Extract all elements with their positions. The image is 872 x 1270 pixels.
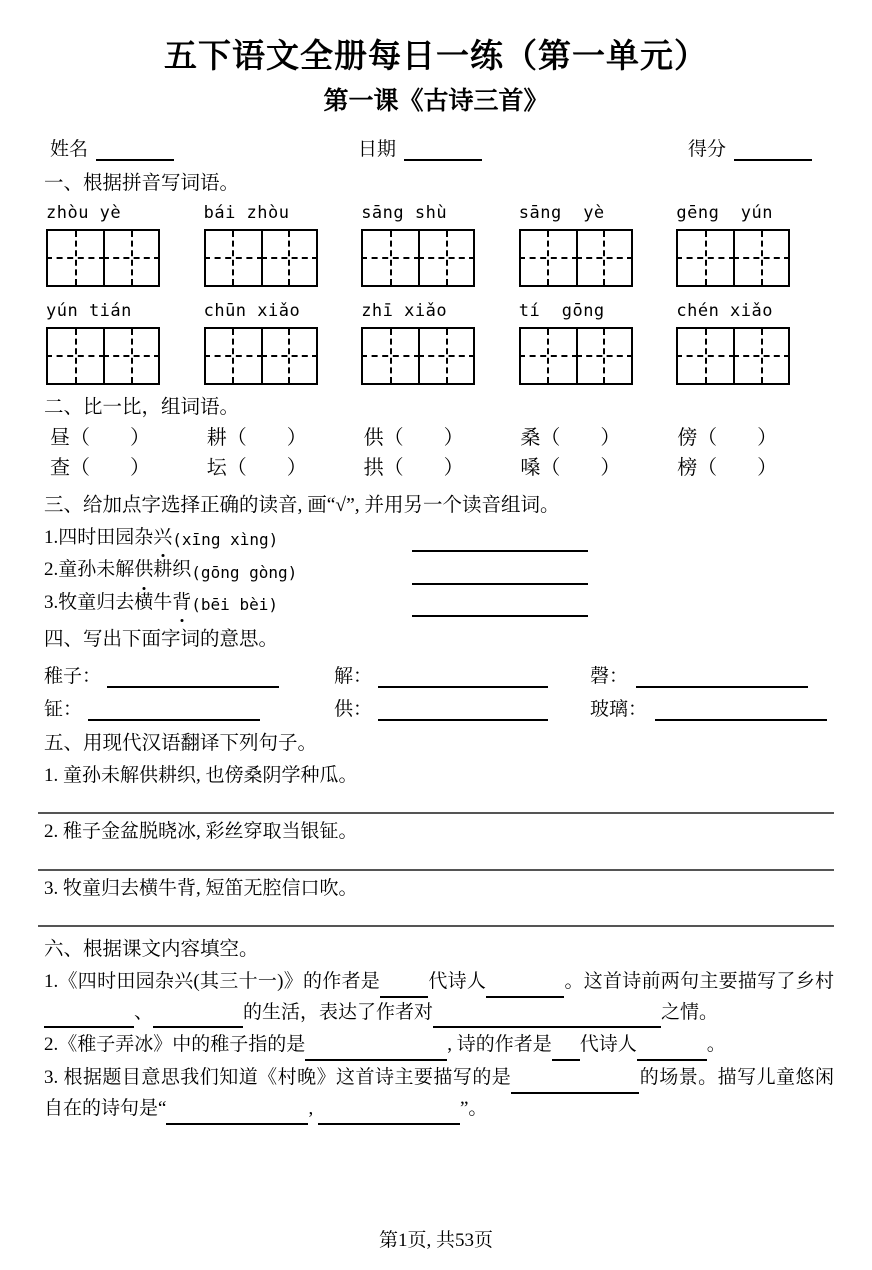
fill-question-1 — [38, 967, 834, 1029]
dotted-char: 兴 — [153, 524, 172, 553]
fill-blank[interactable] — [637, 1043, 707, 1061]
answer-blank[interactable] — [412, 599, 588, 617]
meaning-row-2 — [38, 694, 834, 721]
meaning-item — [44, 661, 334, 688]
compare-row-2 — [38, 453, 834, 483]
tianzige-grid[interactable] — [46, 327, 160, 385]
compare-item[interactable]: 傍（ ） — [677, 426, 778, 449]
fill-text: , 诗的作者是 — [447, 1034, 552, 1056]
name-field-group — [50, 134, 174, 161]
pinyin-label: sāng shù — [361, 203, 448, 224]
fill-question-3 — [38, 1063, 834, 1125]
item-number: 3. — [44, 591, 59, 613]
score-field-group — [688, 134, 812, 161]
pinyin-item — [519, 203, 677, 287]
pinyin-options[interactable]: (gōng gòng) — [191, 562, 298, 582]
sentence-pre: 牧童归去横牛 — [58, 591, 173, 613]
fill-blank[interactable] — [552, 1043, 580, 1061]
fill-text: 的场景。描写儿童悠闲自在的诗句是“ — [44, 1067, 834, 1119]
date-label: 日期 — [358, 139, 397, 161]
tianzige-grid[interactable] — [361, 229, 475, 287]
pinyin-label: bái zhòu — [203, 203, 290, 224]
pinyin-item — [676, 203, 834, 287]
fill-blank[interactable] — [380, 980, 428, 998]
fill-blank[interactable] — [486, 980, 564, 998]
dotted-char: 背 — [172, 589, 191, 618]
compare-item[interactable]: 嗓（ ） — [520, 456, 621, 479]
page-title: 五下语文全册每日一练（第一单元） — [164, 39, 708, 75]
tianzige-cell[interactable] — [733, 329, 788, 383]
pinyin-item — [361, 301, 519, 385]
tianzige-cell[interactable] — [261, 231, 316, 285]
tianzige-cell[interactable] — [521, 231, 576, 285]
worksheet-page — [0, 36, 872, 1270]
section-6-heading: 六、根据课文内容填空。 — [44, 939, 259, 961]
translate-sentence: 2. 稚子金盆脱晓冰, 彩丝穿取当银钲。 — [44, 821, 358, 843]
meaning-label: 稚子： — [44, 665, 102, 687]
pinyin-item — [46, 301, 204, 385]
pinyin-label: chūn xiǎo — [203, 301, 301, 322]
fill-blank[interactable] — [318, 1107, 460, 1125]
fill-text: 3. 根据题目意思我们知道《村晚》这首诗主要描写的是 — [44, 1067, 512, 1089]
pinyin-row-1 — [38, 203, 834, 287]
compare-item[interactable]: 查（ ） — [50, 456, 150, 479]
compare-item[interactable]: 拱（ ） — [363, 456, 464, 479]
fill-text: 代诗人 — [579, 1034, 637, 1056]
meaning-label: 磬： — [590, 665, 629, 687]
tianzige-grid[interactable] — [361, 327, 475, 385]
name-input-blank[interactable] — [96, 142, 174, 161]
section-2-heading: 二、比一比，组词语。 — [44, 397, 240, 419]
sentence-pre: 童孙未解 — [58, 559, 135, 581]
item-number: 1. — [44, 526, 59, 548]
fill-question-2 — [38, 1030, 834, 1061]
meaning-item — [334, 661, 590, 688]
tianzige-cell[interactable] — [48, 329, 103, 383]
pinyin-item — [204, 301, 362, 385]
fill-blank[interactable] — [305, 1043, 447, 1061]
meaning-blank[interactable] — [636, 670, 808, 688]
compare-item[interactable]: 耕（ ） — [206, 426, 307, 449]
fill-blank[interactable] — [153, 1010, 243, 1028]
section-4-heading: 四、写出下面字词的意思。 — [44, 629, 279, 651]
sentence-pre: 四时田园杂 — [58, 526, 154, 548]
pinyin-row-2 — [38, 301, 834, 385]
fill-blank[interactable] — [511, 1076, 639, 1094]
tianzige-cell[interactable] — [576, 329, 631, 383]
tianzige-cell[interactable] — [678, 329, 733, 383]
meaning-item — [590, 661, 808, 688]
name-label: 姓名 — [50, 139, 89, 161]
tianzige-cell[interactable] — [206, 231, 261, 285]
tianzige-grid[interactable] — [676, 229, 790, 287]
answer-blank[interactable] — [412, 534, 588, 552]
fill-text: 2.《稚子弄冰》中的稚子指的是 — [44, 1034, 306, 1056]
pronunciation-item-2 — [38, 556, 834, 585]
fill-blank[interactable] — [583, 1010, 661, 1028]
pinyin-label: zhī xiǎo — [361, 301, 448, 322]
section-3-heading: 三、给加点字选择正确的读音, 画“√”, 并用另一个读音组词。 — [44, 494, 560, 516]
tianzige-cell[interactable] — [363, 231, 418, 285]
fill-text: ”。 — [459, 1097, 488, 1119]
item-number: 2. — [44, 559, 59, 581]
section-1-heading: 一、根据拼音写词语。 — [44, 173, 240, 195]
pinyin-item — [204, 203, 362, 287]
meaning-label: 解： — [334, 665, 373, 687]
meaning-blank[interactable] — [378, 703, 548, 721]
tianzige-grid[interactable] — [46, 229, 160, 287]
score-label: 得分 — [688, 139, 727, 161]
tianzige-cell[interactable] — [418, 231, 473, 285]
compare-item[interactable]: 桑（ ） — [520, 426, 621, 449]
translate-answer-rule[interactable] — [38, 869, 834, 871]
tianzige-grid[interactable] — [204, 229, 318, 287]
pinyin-options[interactable]: (xīng xìng) — [172, 530, 279, 550]
meaning-item — [334, 694, 590, 721]
meaning-label: 钲： — [44, 698, 83, 720]
date-field-group — [358, 134, 482, 161]
meaning-blank[interactable] — [378, 670, 548, 688]
compare-item[interactable]: 昼（ ） — [50, 426, 150, 449]
tianzige-cell[interactable] — [576, 231, 631, 285]
section-5-heading: 五、用现代汉语翻译下列句子。 — [44, 732, 318, 754]
meaning-blank[interactable] — [655, 703, 827, 721]
tianzige-cell[interactable] — [261, 329, 316, 383]
pronunciation-item-3 — [38, 589, 834, 618]
answer-blank[interactable] — [412, 567, 588, 585]
translate-sentence: 1. 童孙未解供耕织, 也傍桑阴学种瓜。 — [44, 764, 358, 786]
pinyin-label: chén xiǎo — [676, 301, 773, 322]
translate-sentence: 3. 牧童归去横牛背, 短笛无腔信口吹。 — [44, 877, 358, 899]
tianzige-cell[interactable] — [103, 329, 158, 383]
pinyin-label: tí gōng — [518, 301, 605, 322]
page-footer: 第1页, 共53页 — [378, 1230, 493, 1251]
pinyin-row-gap — [38, 287, 834, 301]
pinyin-label: gēng yún — [676, 203, 773, 224]
meaning-blank[interactable] — [88, 703, 260, 721]
meta-spacer-one — [174, 134, 358, 161]
sentence-post: 耕织 — [153, 559, 192, 581]
compare-item[interactable]: 榜（ ） — [677, 456, 778, 479]
tianzige-cell[interactable] — [521, 329, 576, 383]
tianzige-cell[interactable] — [678, 231, 733, 285]
meaning-blank[interactable] — [107, 670, 279, 688]
pinyin-item — [361, 203, 519, 287]
date-input-blank[interactable] — [404, 142, 482, 161]
pronunciation-item-1 — [38, 524, 834, 553]
fill-text: , — [308, 1097, 318, 1119]
tianzige-grid[interactable] — [519, 229, 633, 287]
fill-text: 1.《四时田园杂兴(其三十一)》的作者是 — [44, 970, 381, 992]
tianzige-cell[interactable] — [418, 329, 473, 383]
meaning-item — [590, 694, 827, 721]
compare-row-1 — [38, 423, 834, 453]
meaning-row-1 — [38, 661, 834, 688]
tianzige-cell[interactable] — [206, 329, 261, 383]
tianzige-cell[interactable] — [48, 231, 103, 285]
pinyin-writing-block — [38, 203, 834, 385]
meaning-label: 供： — [334, 698, 373, 720]
compare-item[interactable]: 供（ ） — [363, 426, 464, 449]
tianzige-grid[interactable] — [204, 327, 318, 385]
page-subtitle: 第一课《古诗三首》 — [323, 87, 549, 115]
translate-answer-rule[interactable] — [38, 812, 834, 814]
dotted-char: 供 — [134, 556, 153, 585]
meaning-item — [44, 694, 334, 721]
fill-blank[interactable] — [44, 1010, 134, 1028]
pinyin-item — [676, 301, 834, 385]
meaning-label: 玻璃： — [590, 698, 648, 720]
pinyin-label: yún tián — [46, 301, 132, 322]
compare-item[interactable]: 坛（ ） — [206, 456, 307, 479]
score-input-blank[interactable] — [734, 142, 812, 161]
pinyin-item — [46, 203, 204, 287]
tianzige-grid[interactable] — [676, 327, 790, 385]
pinyin-options[interactable]: (bēi bèi) — [191, 595, 278, 615]
fill-text: 之情。 — [661, 1001, 719, 1023]
fill-blank[interactable] — [433, 1010, 583, 1028]
student-meta-row — [38, 134, 834, 161]
pinyin-item — [519, 301, 677, 385]
fill-text: 。 — [706, 1034, 726, 1056]
meta-spacer-two — [482, 134, 688, 161]
fill-blank[interactable] — [166, 1107, 308, 1125]
fill-text: 代诗人 — [428, 970, 487, 992]
fill-text: 、 — [134, 1001, 154, 1023]
pinyin-label: sāng yè — [518, 203, 605, 224]
tianzige-grid[interactable] — [519, 327, 633, 385]
tianzige-cell[interactable] — [733, 231, 788, 285]
tianzige-cell[interactable] — [363, 329, 418, 383]
fill-text: 的生活，表达了作者对 — [243, 1001, 434, 1023]
fill-text: 。这首诗前两句主要描写了乡村 — [564, 970, 834, 992]
pinyin-label: zhòu yè — [46, 203, 122, 224]
translate-answer-rule[interactable] — [38, 925, 834, 927]
tianzige-cell[interactable] — [103, 231, 158, 285]
